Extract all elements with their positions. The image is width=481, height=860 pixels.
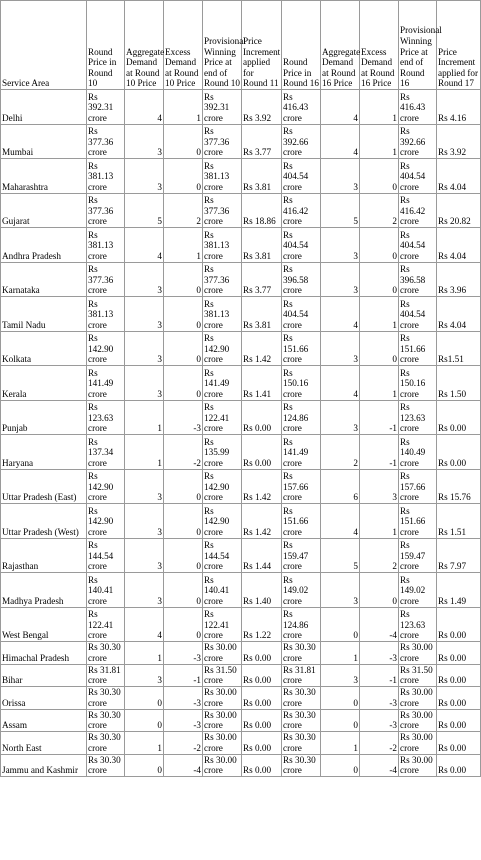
demand-cell: 3: [125, 297, 164, 332]
demand-cell: 0: [321, 709, 360, 732]
demand-cell: 1: [125, 435, 164, 470]
price-cell: Rs 377.36 crore: [203, 124, 242, 159]
column-header: Provisional Winning Price at end of Round 16: [399, 1, 437, 90]
price-cell: Rs 122.41 crore: [203, 400, 242, 435]
demand-cell: 0: [164, 331, 203, 366]
service-area-cell: Jammu and Kashmir: [1, 754, 87, 777]
table-row: [1, 193, 481, 228]
service-area-cell: North East: [1, 732, 87, 755]
demand-cell: -2: [164, 435, 203, 470]
price-cell: Rs 124.86 crore: [282, 400, 321, 435]
demand-cell: 2: [360, 538, 399, 573]
demand-cell: -1: [360, 435, 399, 470]
price-cell: Rs 392.31 crore: [87, 90, 125, 125]
table-row: [1, 90, 481, 125]
price-cell: Rs 30.00 crore: [399, 732, 437, 755]
column-header: Excess Demand at Round 10 Price: [164, 1, 203, 90]
demand-cell: 0: [164, 366, 203, 401]
service-area-cell: Assam: [1, 709, 87, 732]
demand-cell: 3: [321, 664, 360, 687]
demand-cell: 0: [164, 124, 203, 159]
price-cell: Rs 20.82: [437, 193, 481, 228]
column-header: Provisional Winning Price at end of Round 10: [203, 1, 242, 90]
price-cell: Rs 151.66 crore: [282, 331, 321, 366]
price-cell: Rs 144.54 crore: [203, 538, 242, 573]
price-cell: Rs 377.36 crore: [203, 193, 242, 228]
price-cell: Rs 137.34 crore: [87, 435, 125, 470]
price-cell: Rs 404.54 crore: [282, 159, 321, 194]
price-cell: Rs 30.00 crore: [203, 709, 242, 732]
price-cell: Rs 30.30 crore: [87, 709, 125, 732]
price-cell: Rs 1.49: [437, 573, 481, 608]
demand-cell: 0: [125, 687, 164, 710]
price-cell: Rs 0.00: [242, 754, 282, 777]
price-cell: Rs 3.77: [242, 124, 282, 159]
demand-cell: -3: [360, 709, 399, 732]
price-cell: Rs 30.30 crore: [282, 642, 321, 665]
price-cell: Rs 3.81: [242, 228, 282, 263]
demand-cell: 0: [321, 607, 360, 642]
price-cell: Rs 30.00 crore: [399, 709, 437, 732]
price-cell: Rs 0.00: [437, 709, 481, 732]
price-cell: Rs 0.00: [242, 664, 282, 687]
demand-cell: 4: [125, 90, 164, 125]
column-header: Round Price in Round 16: [282, 1, 321, 90]
price-cell: Rs 0.00: [437, 607, 481, 642]
table-header: [1, 1, 481, 90]
demand-cell: 4: [321, 297, 360, 332]
table-row: [1, 642, 481, 665]
price-cell: Rs 31.50 crore: [399, 664, 437, 687]
price-cell: Rs 30.00 crore: [203, 642, 242, 665]
demand-cell: 0: [360, 228, 399, 263]
table-row: [1, 664, 481, 687]
price-cell: Rs 404.54 crore: [282, 297, 321, 332]
price-cell: Rs 1.22: [242, 607, 282, 642]
demand-cell: 1: [125, 400, 164, 435]
demand-cell: 4: [321, 504, 360, 539]
demand-cell: 6: [321, 469, 360, 504]
price-cell: Rs 381.13 crore: [87, 297, 125, 332]
demand-cell: -2: [360, 732, 399, 755]
demand-cell: 0: [164, 573, 203, 608]
service-area-cell: Madhya Pradesh: [1, 573, 87, 608]
price-cell: Rs 157.66 crore: [399, 469, 437, 504]
price-cell: Rs 31.81 crore: [282, 664, 321, 687]
price-cell: Rs 381.13 crore: [87, 159, 125, 194]
price-cell: Rs 151.66 crore: [399, 504, 437, 539]
demand-cell: 0: [164, 538, 203, 573]
price-cell: Rs 392.66 crore: [399, 124, 437, 159]
price-cell: Rs 381.13 crore: [203, 297, 242, 332]
price-cell: Rs 3.92: [437, 124, 481, 159]
price-cell: Rs 0.00: [437, 435, 481, 470]
demand-cell: 3: [125, 366, 164, 401]
demand-cell: 1: [360, 366, 399, 401]
price-cell: Rs 135.99 crore: [203, 435, 242, 470]
price-cell: Rs 1.41: [242, 366, 282, 401]
demand-cell: -3: [164, 400, 203, 435]
demand-cell: -1: [360, 664, 399, 687]
demand-cell: 2: [321, 435, 360, 470]
price-cell: Rs 142.90 crore: [87, 469, 125, 504]
table-row: [1, 228, 481, 263]
demand-cell: 4: [321, 124, 360, 159]
service-area-cell: Mumbai: [1, 124, 87, 159]
demand-cell: 3: [321, 573, 360, 608]
price-cell: Rs 31.50 crore: [203, 664, 242, 687]
price-cell: Rs 3.81: [242, 297, 282, 332]
price-cell: Rs 0.00: [437, 664, 481, 687]
demand-cell: 5: [321, 538, 360, 573]
demand-cell: 0: [164, 262, 203, 297]
price-cell: Rs 142.90 crore: [203, 331, 242, 366]
price-cell: Rs 30.30 crore: [87, 642, 125, 665]
price-cell: Rs 7.97: [437, 538, 481, 573]
price-cell: Rs 150.16 crore: [282, 366, 321, 401]
price-cell: Rs 1.42: [242, 469, 282, 504]
table-row: [1, 262, 481, 297]
price-cell: Rs 3.96: [437, 262, 481, 297]
demand-cell: 5: [125, 193, 164, 228]
column-header: Price Increment applied for Round 11: [242, 1, 282, 90]
demand-cell: 0: [164, 469, 203, 504]
table-row: [1, 435, 481, 470]
demand-cell: 0: [321, 754, 360, 777]
demand-cell: 3: [125, 469, 164, 504]
demand-cell: -3: [164, 642, 203, 665]
price-cell: Rs 0.00: [242, 435, 282, 470]
demand-cell: 3: [321, 400, 360, 435]
price-cell: Rs 1.44: [242, 538, 282, 573]
price-cell: Rs 1.50: [437, 366, 481, 401]
price-cell: Rs 123.63 crore: [399, 400, 437, 435]
column-header: Aggregate Demand at Round 10 Price: [125, 1, 164, 90]
price-cell: Rs 381.13 crore: [203, 228, 242, 263]
service-area-cell: Himachal Pradesh: [1, 642, 87, 665]
demand-cell: 3: [125, 159, 164, 194]
service-area-cell: West Bengal: [1, 607, 87, 642]
price-cell: Rs 30.00 crore: [399, 642, 437, 665]
table-row: [1, 504, 481, 539]
demand-cell: 3: [321, 331, 360, 366]
price-cell: Rs 123.63 crore: [87, 400, 125, 435]
price-cell: Rs 31.81 crore: [87, 664, 125, 687]
column-header: Round Price in Round 10: [87, 1, 125, 90]
price-cell: Rs 4.04: [437, 159, 481, 194]
price-cell: Rs 144.54 crore: [87, 538, 125, 573]
price-cell: Rs 3.81: [242, 159, 282, 194]
price-cell: Rs 123.63 crore: [399, 607, 437, 642]
price-cell: Rs 392.31 crore: [203, 90, 242, 125]
table-row: [1, 607, 481, 642]
demand-cell: 0: [360, 573, 399, 608]
price-cell: Rs 0.00: [242, 732, 282, 755]
demand-cell: 1: [164, 228, 203, 263]
price-cell: Rs 0.00: [437, 754, 481, 777]
service-area-cell: Tamil Nadu: [1, 297, 87, 332]
price-cell: Rs 30.30 crore: [87, 732, 125, 755]
column-header: Service Area: [1, 1, 87, 90]
price-cell: Rs 377.36 crore: [87, 262, 125, 297]
price-cell: Rs 124.86 crore: [282, 607, 321, 642]
price-cell: Rs 122.41 crore: [203, 607, 242, 642]
demand-cell: -1: [164, 664, 203, 687]
price-cell: Rs 0.00: [242, 687, 282, 710]
price-cell: Rs 0.00: [437, 642, 481, 665]
price-cell: Rs 404.54 crore: [399, 159, 437, 194]
price-cell: Rs 15.76: [437, 469, 481, 504]
service-area-cell: Uttar Pradesh (West): [1, 504, 87, 539]
service-area-cell: Rajasthan: [1, 538, 87, 573]
price-cell: Rs 30.30 crore: [282, 754, 321, 777]
price-cell: Rs 30.30 crore: [87, 754, 125, 777]
price-cell: Rs 151.66 crore: [399, 331, 437, 366]
price-cell: Rs 396.58 crore: [399, 262, 437, 297]
price-cell: Rs 1.51: [437, 504, 481, 539]
price-cell: Rs 151.66 crore: [282, 504, 321, 539]
table-row: [1, 469, 481, 504]
demand-cell: 1: [360, 90, 399, 125]
price-cell: Rs 122.41 crore: [87, 607, 125, 642]
price-cell: Rs 4.04: [437, 297, 481, 332]
demand-cell: 4: [125, 228, 164, 263]
service-area-cell: Bihar: [1, 664, 87, 687]
price-cell: Rs 142.90 crore: [87, 331, 125, 366]
price-cell: Rs 0.00: [242, 709, 282, 732]
price-cell: Rs 0.00: [242, 400, 282, 435]
demand-cell: 1: [125, 732, 164, 755]
price-cell: Rs 1.42: [242, 504, 282, 539]
price-cell: Rs 404.54 crore: [399, 297, 437, 332]
price-cell: Rs 149.02 crore: [282, 573, 321, 608]
price-cell: Rs 377.36 crore: [87, 193, 125, 228]
demand-cell: -3: [164, 687, 203, 710]
demand-cell: 0: [321, 687, 360, 710]
price-cell: Rs 381.13 crore: [87, 228, 125, 263]
demand-cell: -4: [360, 754, 399, 777]
service-area-cell: Kolkata: [1, 331, 87, 366]
demand-cell: 5: [321, 193, 360, 228]
price-cell: Rs 0.00: [437, 400, 481, 435]
demand-cell: 1: [360, 297, 399, 332]
price-cell: Rs 30.30 crore: [282, 732, 321, 755]
price-cell: Rs 159.47 crore: [282, 538, 321, 573]
table-row: [1, 754, 481, 777]
demand-cell: 3: [125, 538, 164, 573]
service-area-cell: Delhi: [1, 90, 87, 125]
price-cell: Rs 0.00: [242, 642, 282, 665]
column-header: Price Increment applied for Round 17: [437, 1, 481, 90]
price-cell: Rs 141.49 crore: [282, 435, 321, 470]
table-row: [1, 538, 481, 573]
service-area-cell: Uttar Pradesh (East): [1, 469, 87, 504]
table-body: [1, 90, 481, 777]
price-cell: Rs 141.49 crore: [87, 366, 125, 401]
demand-cell: 3: [125, 331, 164, 366]
table-row: [1, 709, 481, 732]
price-cell: Rs 4.16: [437, 90, 481, 125]
demand-cell: 1: [321, 642, 360, 665]
price-cell: Rs 3.92: [242, 90, 282, 125]
demand-cell: 1: [164, 90, 203, 125]
price-cell: Rs 159.47 crore: [399, 538, 437, 573]
price-cell: Rs 3.77: [242, 262, 282, 297]
demand-cell: 0: [125, 709, 164, 732]
price-cell: Rs 377.36 crore: [87, 124, 125, 159]
price-cell: Rs 18.86: [242, 193, 282, 228]
table-row: [1, 400, 481, 435]
table-row: [1, 297, 481, 332]
demand-cell: 0: [164, 504, 203, 539]
demand-cell: 3: [321, 262, 360, 297]
table-row: [1, 366, 481, 401]
demand-cell: 2: [164, 193, 203, 228]
demand-cell: -2: [164, 732, 203, 755]
demand-cell: 3: [125, 573, 164, 608]
price-cell: Rs 416.42 crore: [282, 193, 321, 228]
demand-cell: -4: [164, 754, 203, 777]
price-cell: Rs 404.54 crore: [399, 228, 437, 263]
demand-cell: 1: [321, 732, 360, 755]
price-cell: Rs 30.30 crore: [282, 687, 321, 710]
demand-cell: 0: [125, 754, 164, 777]
demand-cell: 3: [125, 504, 164, 539]
demand-cell: 0: [164, 297, 203, 332]
price-cell: Rs 157.66 crore: [282, 469, 321, 504]
service-area-cell: Haryana: [1, 435, 87, 470]
column-header: Aggregate Demand at Round 16 Price: [321, 1, 360, 90]
demand-cell: 4: [321, 366, 360, 401]
service-area-cell: Kerala: [1, 366, 87, 401]
demand-cell: -3: [360, 687, 399, 710]
table-row: [1, 159, 481, 194]
service-area-cell: Gujarat: [1, 193, 87, 228]
price-cell: Rs 4.04: [437, 228, 481, 263]
demand-cell: 0: [164, 159, 203, 194]
table-row: [1, 732, 481, 755]
price-cell: Rs 30.00 crore: [203, 754, 242, 777]
service-area-cell: Punjab: [1, 400, 87, 435]
service-area-cell: Andhra Pradesh: [1, 228, 87, 263]
price-cell: Rs 377.36 crore: [203, 262, 242, 297]
price-cell: Rs 0.00: [437, 687, 481, 710]
price-cell: Rs 30.30 crore: [282, 709, 321, 732]
price-cell: Rs 416.43 crore: [282, 90, 321, 125]
price-cell: Rs 142.90 crore: [203, 504, 242, 539]
service-area-cell: Karnataka: [1, 262, 87, 297]
price-cell: Rs 30.00 crore: [399, 754, 437, 777]
price-cell: Rs 396.58 crore: [282, 262, 321, 297]
price-cell: Rs 416.43 crore: [399, 90, 437, 125]
table-row: [1, 573, 481, 608]
column-header: Excess Demand at Round 16 Price: [360, 1, 399, 90]
price-cell: Rs1.51: [437, 331, 481, 366]
demand-cell: -4: [360, 607, 399, 642]
price-cell: Rs 381.13 crore: [203, 159, 242, 194]
header-row: [1, 1, 481, 90]
demand-cell: 4: [321, 90, 360, 125]
demand-cell: 1: [360, 504, 399, 539]
demand-cell: 3: [360, 469, 399, 504]
price-cell: Rs 30.00 crore: [203, 732, 242, 755]
price-cell: Rs 140.49 crore: [399, 435, 437, 470]
price-cell: Rs 150.16 crore: [399, 366, 437, 401]
price-cell: Rs 30.00 crore: [203, 687, 242, 710]
demand-cell: 0: [164, 607, 203, 642]
demand-cell: 0: [360, 262, 399, 297]
price-cell: Rs 0.00: [437, 732, 481, 755]
price-cell: Rs 404.54 crore: [282, 228, 321, 263]
table-row: [1, 687, 481, 710]
table-row: [1, 331, 481, 366]
price-cell: Rs 392.66 crore: [282, 124, 321, 159]
price-cell: Rs 140.41 crore: [87, 573, 125, 608]
demand-cell: -3: [164, 709, 203, 732]
demand-cell: 2: [360, 193, 399, 228]
price-cell: Rs 416.42 crore: [399, 193, 437, 228]
price-cell: Rs 142.90 crore: [87, 504, 125, 539]
price-cell: Rs 1.42: [242, 331, 282, 366]
price-cell: Rs 140.41 crore: [203, 573, 242, 608]
price-cell: Rs 1.40: [242, 573, 282, 608]
service-area-cell: Orissa: [1, 687, 87, 710]
price-cell: Rs 142.90 crore: [203, 469, 242, 504]
demand-cell: -1: [360, 400, 399, 435]
demand-cell: -3: [360, 642, 399, 665]
demand-cell: 0: [360, 331, 399, 366]
demand-cell: 1: [360, 124, 399, 159]
price-cell: Rs 141.49 crore: [203, 366, 242, 401]
demand-cell: 3: [125, 664, 164, 687]
demand-cell: 3: [321, 228, 360, 263]
demand-cell: 3: [321, 159, 360, 194]
service-area-cell: Maharashtra: [1, 159, 87, 194]
price-cell: Rs 30.30 crore: [87, 687, 125, 710]
price-cell: Rs 149.02 crore: [399, 573, 437, 608]
demand-cell: 3: [125, 124, 164, 159]
table-row: [1, 124, 481, 159]
demand-cell: 0: [360, 159, 399, 194]
demand-cell: 4: [125, 607, 164, 642]
price-cell: Rs 30.00 crore: [399, 687, 437, 710]
demand-cell: 3: [125, 262, 164, 297]
demand-cell: 1: [125, 642, 164, 665]
